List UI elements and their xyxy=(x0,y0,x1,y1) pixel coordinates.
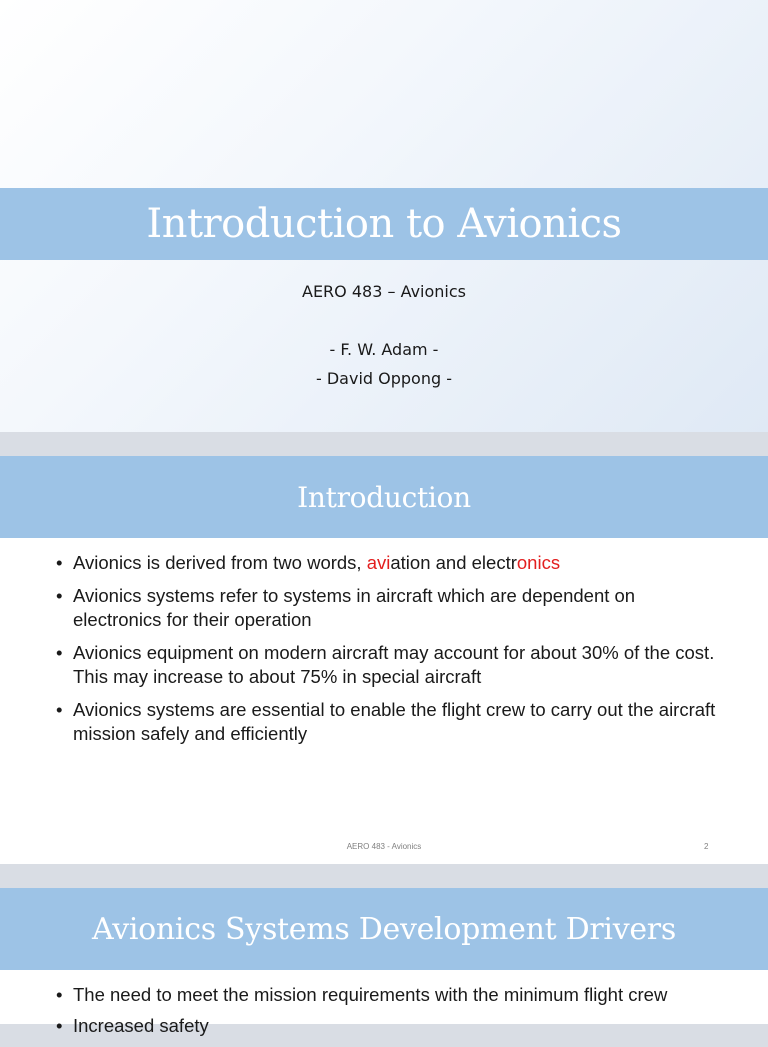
bullet-dot-icon: • xyxy=(56,552,63,573)
bullet-text: Increased safety xyxy=(73,1015,209,1036)
bullet-dot-icon: • xyxy=(56,699,63,720)
bullet-dot-icon: • xyxy=(56,1015,63,1036)
bullet-dot-icon: • xyxy=(56,585,63,606)
slide-footer: AERO 483 - Avionics xyxy=(346,842,422,851)
bullet-item xyxy=(56,584,716,632)
title-slide xyxy=(0,0,768,432)
course-name: AERO 483 – Avionics xyxy=(302,282,466,301)
bullet-text: Avionics systems refer to systems in aircraft which are dependent on electronics for their operation xyxy=(73,585,636,630)
slide-title: Avionics Systems Development Drivers xyxy=(92,911,676,947)
bullet-item xyxy=(56,551,716,575)
bullet-item xyxy=(56,698,716,746)
page-number: 2 xyxy=(704,842,709,851)
slide-title: Introduction to Avionics xyxy=(146,201,622,247)
bullet-list xyxy=(56,551,716,755)
bullet-text: ation and electr xyxy=(390,552,517,573)
author-2: - David Oppong - xyxy=(316,369,452,388)
bullet-text: Avionics systems are essential to enable the flight crew to carry out the aircraft mission safely and efficiently xyxy=(73,699,716,744)
header-band xyxy=(0,456,768,538)
highlight-text: avi xyxy=(366,552,391,573)
bullet-item xyxy=(56,1014,716,1038)
bullet-text: Avionics is derived from two words, xyxy=(73,552,367,573)
bullet-dot-icon: • xyxy=(56,642,63,663)
author-1: - F. W. Adam - xyxy=(329,340,439,359)
bullet-text: Avionics equipment on modern aircraft may account for about 30% of the cost. This may increase to about 75% in special aircraft xyxy=(73,642,715,687)
bullet-list xyxy=(56,983,716,1047)
bullet-text: The need to meet the mission requirements with the minimum flight crew xyxy=(73,984,668,1005)
introduction-slide xyxy=(0,456,768,864)
bullet-item xyxy=(56,641,716,689)
slide-title: Introduction xyxy=(297,480,471,514)
bullet-item xyxy=(56,983,716,1007)
bullet-dot-icon: • xyxy=(56,984,63,1005)
header-band xyxy=(0,888,768,970)
highlight-text: onics xyxy=(516,552,561,573)
drivers-slide xyxy=(0,888,768,1036)
title-band xyxy=(0,188,768,260)
